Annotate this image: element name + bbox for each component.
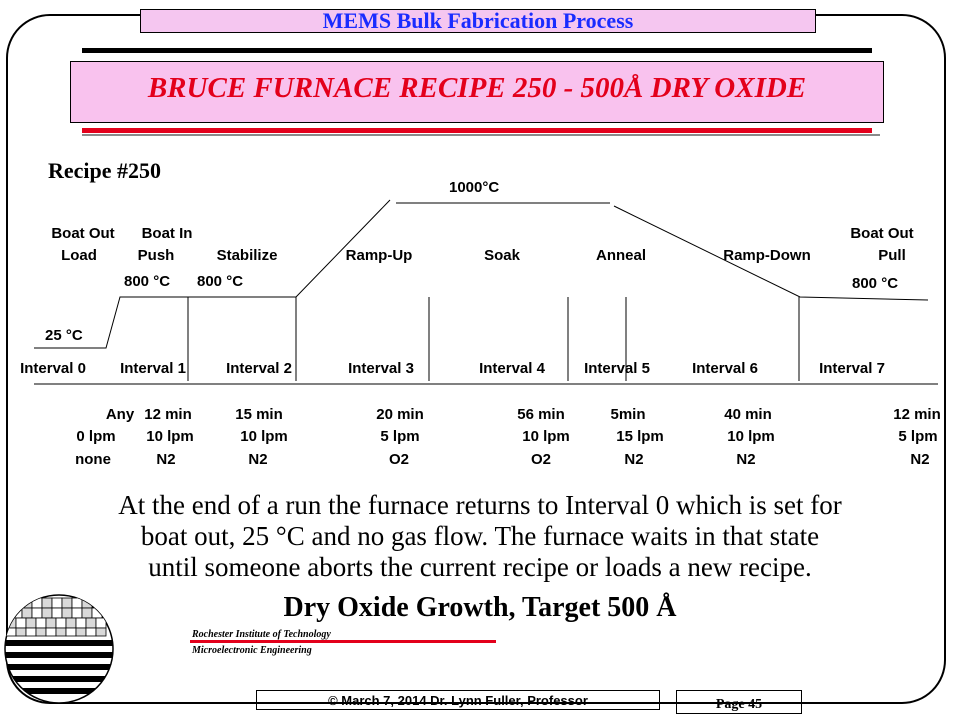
- interval-label: Interval 7: [819, 360, 885, 377]
- interval-label: Interval 3: [348, 360, 414, 377]
- step-line2: Pull: [878, 247, 906, 264]
- time-value: 40 min: [724, 406, 772, 423]
- slide-title: BRUCE FURNACE RECIPE 250 - 500Å DRY OXIDE: [147, 72, 807, 104]
- interval-label: Interval 5: [584, 360, 650, 377]
- explanation-text: [40, 490, 920, 583]
- interval-label: Interval 2: [226, 360, 292, 377]
- temp-label-800-2: 800 °C: [197, 273, 244, 290]
- step-line2: Ramp-Up: [345, 247, 413, 264]
- header-title: MEMS Bulk Fabrication Process: [140, 9, 816, 33]
- growth-target-title: Dry Oxide Growth, Target 500 Å: [283, 592, 677, 623]
- gas-value: N2: [156, 451, 176, 468]
- step-line2: Stabilize: [216, 247, 278, 264]
- interval-label: Interval 4: [479, 360, 545, 377]
- flow-value: 10 lpm: [522, 428, 570, 445]
- time-value: 56 min: [517, 406, 565, 423]
- flow-value: 5 lpm: [380, 428, 420, 445]
- gas-value: N2: [736, 451, 756, 468]
- flow-value: 10 lpm: [146, 428, 194, 445]
- step-line1: Boat Out: [850, 225, 914, 242]
- footer-page-number: Page 45: [676, 690, 802, 714]
- rit-wafer-logo: [4, 594, 114, 704]
- gas-value: none: [75, 451, 111, 468]
- time-value: 12 min: [893, 406, 941, 423]
- gas-value: O2: [388, 451, 410, 468]
- flow-value: 0 lpm: [76, 428, 116, 445]
- gas-value: N2: [910, 451, 930, 468]
- step-line2: Load: [61, 247, 97, 264]
- time-value: Any: [105, 406, 135, 423]
- temp-label-peak: 1000°C: [449, 179, 500, 196]
- footer-copyright: © March 7, 2014 Dr. Lynn Fuller, Professor: [256, 690, 660, 710]
- temp-label-25: 25 °C: [45, 327, 83, 344]
- explanation-line: At the end of a run the furnace returns to Interval 0 which is set for: [118, 490, 842, 520]
- step-line1: Boat Out: [51, 225, 115, 242]
- step-line2: Push: [137, 247, 175, 264]
- explanation-line: boat out, 25 °C and no gas flow. The furnace waits in that state: [140, 521, 820, 551]
- interval-label: Interval 6: [692, 360, 758, 377]
- gas-value: N2: [624, 451, 644, 468]
- institution-name: Rochester Institute of Technology: [192, 629, 331, 640]
- institution-department: Microelectronic Engineering: [192, 645, 312, 656]
- time-value: 5min: [610, 406, 646, 423]
- temp-label-800-3: 800 °C: [852, 275, 899, 292]
- step-line1: Boat In: [141, 225, 193, 242]
- interval-label: Interval 1: [120, 360, 186, 377]
- gas-value: O2: [530, 451, 552, 468]
- step-line2: Soak: [484, 247, 520, 264]
- gas-value: N2: [248, 451, 268, 468]
- flow-value: 5 lpm: [898, 428, 938, 445]
- interval-label: Interval 0: [20, 360, 86, 377]
- step-line2: Anneal: [595, 247, 647, 264]
- time-value: 20 min: [376, 406, 424, 423]
- time-value: 15 min: [235, 406, 283, 423]
- flow-value: 10 lpm: [240, 428, 288, 445]
- flow-value: 15 lpm: [616, 428, 664, 445]
- flow-value: 10 lpm: [727, 428, 775, 445]
- time-value: 12 min: [144, 406, 192, 423]
- temp-label-800-1: 800 °C: [124, 273, 171, 290]
- explanation-line: until someone aborts the current recipe or loads a new recipe.: [148, 552, 812, 582]
- step-line2: Ramp-Down: [723, 247, 811, 264]
- institution-underline: [190, 640, 496, 643]
- recipe-label: Recipe #250: [48, 158, 162, 183]
